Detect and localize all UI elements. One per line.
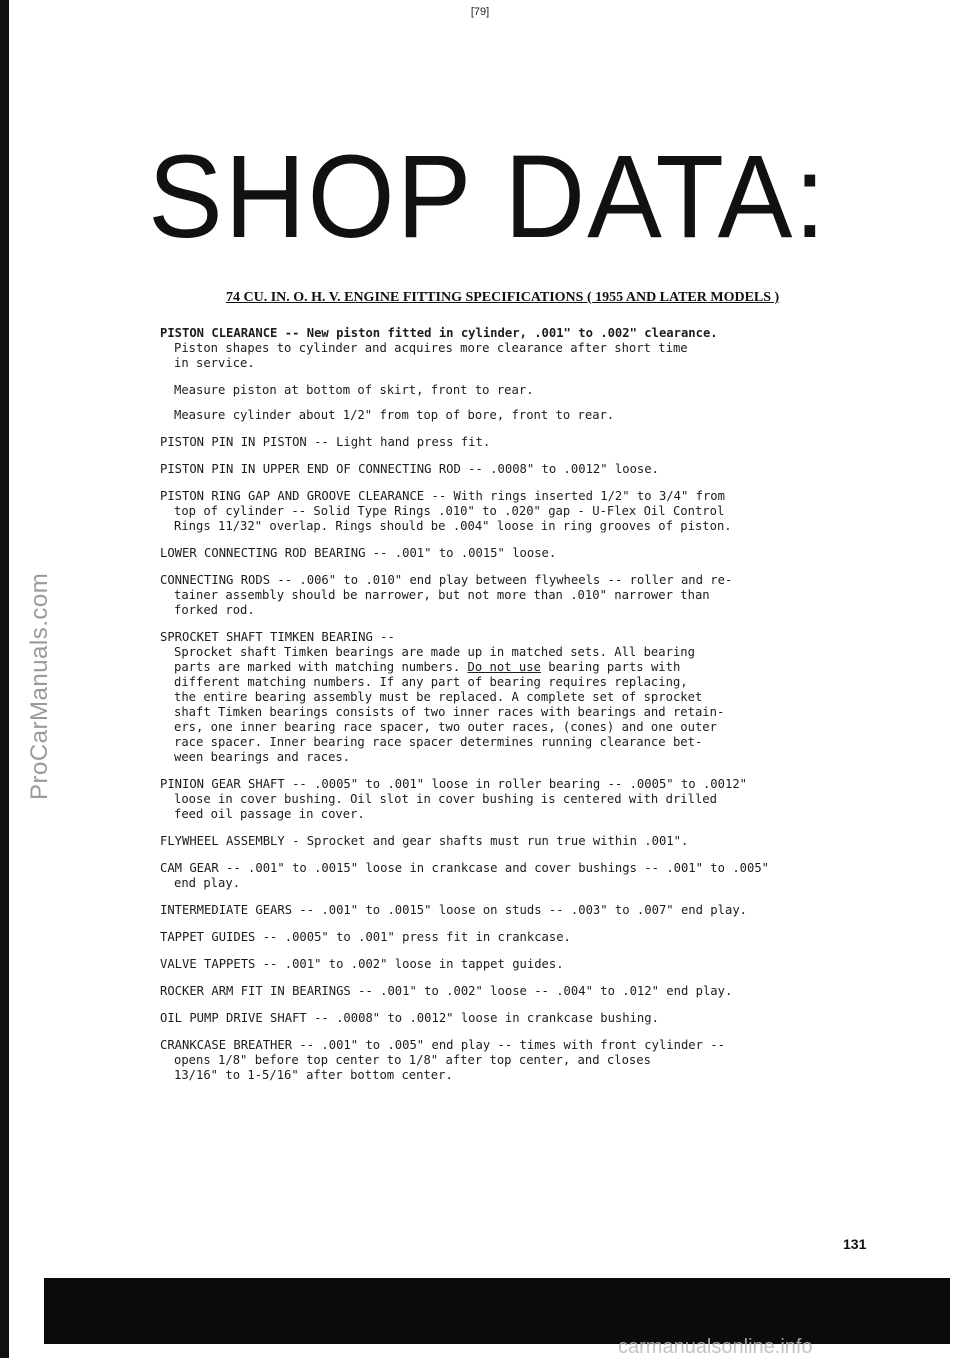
spec-line: PISTON CLEARANCE -- New piston fitted in cylinder, .001" to .002" clearance.: [160, 326, 718, 340]
spec-line: ween bearings and races.: [174, 750, 351, 764]
spec-text: parts are marked with matching numbers.: [174, 660, 461, 674]
spec-line: CRANKCASE BREATHER -- .001" to .005" end play -- times with front cylinder --: [160, 1038, 725, 1052]
watermark-bottom: carmanualsonline.info: [618, 1336, 813, 1358]
spec-note: Measure cylinder about 1/2" from top of bore, front to rear.: [174, 408, 615, 422]
spec-piston-pin-in-piston: PISTON PIN IN PISTON -- Light hand press fit.: [160, 435, 491, 449]
spec-intermediate-gears: INTERMEDIATE GEARS -- .001" to .0015" loose on studs -- .003" to .007" end play.: [160, 903, 747, 917]
spec-line: 13/16" to 1-5/16" after bottom center.: [174, 1068, 453, 1082]
spec-lower-rod-bearing: LOWER CONNECTING ROD BEARING -- .001" to .0015" loose.: [160, 546, 557, 560]
spec-line: [160, 660, 860, 675]
spec-line: Piston shapes to cylinder and acquires more clearance after short time: [174, 341, 688, 355]
spec-line: SPROCKET SHAFT TIMKEN BEARING --: [160, 630, 395, 644]
page-number: 131: [843, 1236, 867, 1252]
spec-list: [160, 326, 860, 1095]
spec-line: shaft Timken bearings consists of two inner races with bearings and retain-: [174, 705, 725, 719]
spec-rocker-arm: ROCKER ARM FIT IN BEARINGS -- .001" to .002" loose -- .004" to .012" end play.: [160, 984, 733, 998]
spec-heading: 74 CU. IN. O. H. V. ENGINE FITTING SPECIFICATIONS ( 1955 AND LATER MODELS ): [226, 290, 780, 305]
spec-line: in service.: [174, 356, 255, 370]
spec-line: PISTON RING GAP AND GROOVE CLEARANCE -- With rings inserted 1/2" to 3/4" from: [160, 489, 725, 503]
spec-flywheel-assembly: FLYWHEEL ASSEMBLY - Sprocket and gear shafts must run true within .001".: [160, 834, 689, 848]
page-marker: [79]: [470, 6, 490, 18]
spec-pinion-gear-shaft: [160, 777, 860, 822]
emphasis-do-not-use: Do not use: [467, 660, 541, 674]
spec-line: CONNECTING RODS -- .006" to .010" end play between flywheels -- roller and re-: [160, 573, 733, 587]
spec-line: different matching numbers. If any part of bearing requires replacing,: [174, 675, 688, 689]
spec-line: race spacer. Inner bearing race spacer determines running clearance bet-: [174, 735, 703, 749]
spec-line: end play.: [174, 876, 241, 890]
page-title: SHOP DATA:: [148, 131, 828, 263]
spec-piston-pin-upper-end: PISTON PIN IN UPPER END OF CONNECTING ROD -- .0008" to .0012" loose.: [160, 462, 659, 476]
spec-piston-clearance: [160, 326, 860, 423]
spec-crankcase-breather: [160, 1038, 860, 1083]
spec-line: Rings 11/32" overlap. Rings should be .004" loose in ring grooves of piston.: [174, 519, 732, 533]
spec-line: top of cylinder -- Solid Type Rings .010" to .020" gap - U-Flex Oil Control: [174, 504, 725, 518]
spec-line: forked rod.: [174, 603, 255, 617]
spec-ring-gap: [160, 489, 860, 534]
spec-cam-gear: [160, 861, 860, 891]
spec-line: Sprocket shaft Timken bearings are made up in matched sets. All bearing: [174, 645, 695, 659]
spec-sprocket-shaft: [160, 630, 860, 765]
spec-line: ers, one inner bearing race spacer, two outer races, (cones) and one outer: [174, 720, 717, 734]
spec-tappet-guides: TAPPET GUIDES -- .0005" to .001" press fit in crankcase.: [160, 930, 571, 944]
bottom-black-bar: [44, 1278, 950, 1344]
spec-line: loose in cover bushing. Oil slot in cover bushing is centered with drilled: [174, 792, 717, 806]
spec-text: bearing parts with: [548, 660, 681, 674]
spec-connecting-rods: [160, 573, 860, 618]
spec-line: CAM GEAR -- .001" to .0015" loose in crankcase and cover bushings -- .001" to .005": [160, 861, 770, 875]
spec-line: feed oil passage in cover.: [174, 807, 365, 821]
spec-line: opens 1/8" before top center to 1/8" after top center, and closes: [174, 1053, 651, 1067]
left-border-rule: [0, 0, 9, 1358]
spec-line: tainer assembly should be narrower, but not more than .010" narrower than: [174, 588, 710, 602]
spec-note: Measure piston at bottom of skirt, front to rear.: [174, 383, 534, 397]
spec-valve-tappets: VALVE TAPPETS -- .001" to .002" loose in tappet guides.: [160, 957, 564, 971]
spec-line: PINION GEAR SHAFT -- .0005" to .001" loose in roller bearing -- .0005" to .0012": [160, 777, 747, 791]
watermark-left: ProCarManuals.com: [26, 572, 53, 800]
spec-line: the entire bearing assembly must be replaced. A complete set of sprocket: [174, 690, 703, 704]
spec-oil-pump-shaft: OIL PUMP DRIVE SHAFT -- .0008" to .0012" loose in crankcase bushing.: [160, 1011, 659, 1025]
